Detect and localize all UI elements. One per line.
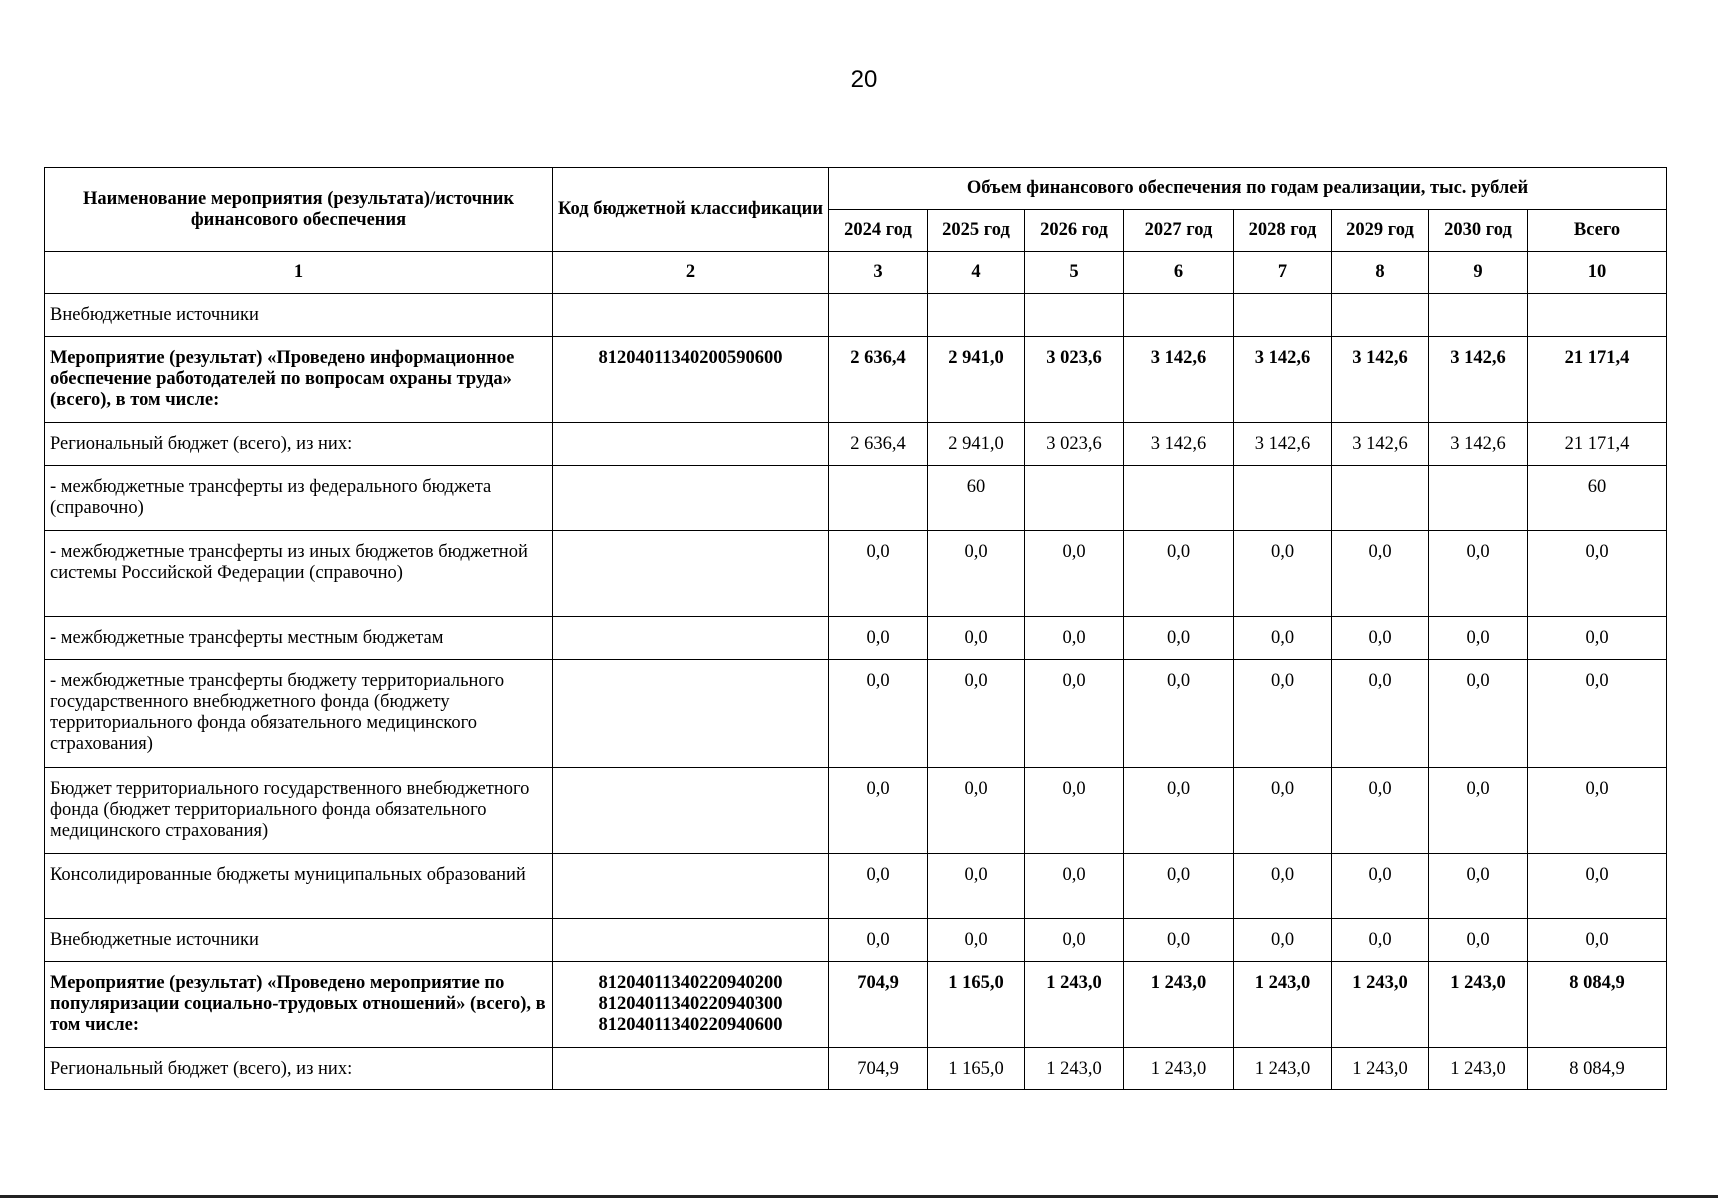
row-year-value-cell: 1 243,0 [1332,962,1429,1048]
row-year-value-cell: 0,0 [928,617,1025,660]
column-number: 10 [1528,252,1667,294]
table-row [45,294,1667,337]
row-total-cell [1528,294,1667,337]
row-year-value-cell [1025,466,1124,531]
row-year-value-cell: 0,0 [928,854,1025,919]
header-name-column: Наименование мероприятия (результата)/источник финансового обеспечения [45,168,553,252]
row-year-value-cell: 0,0 [1332,531,1429,617]
row-year-value-cell: 0,0 [928,660,1025,768]
row-year-value-cell: 0,0 [1234,768,1332,854]
table-row [45,617,1667,660]
header-year: 2029 год [1332,210,1429,252]
row-year-value-cell: 0,0 [829,768,928,854]
row-total-cell: 0,0 [1528,660,1667,768]
row-year-value-cell: 3 023,6 [1025,337,1124,423]
row-year-value-cell: 1 243,0 [1124,962,1234,1048]
table-row [45,854,1667,919]
row-year-value-cell: 1 243,0 [1332,1048,1429,1090]
row-year-value-cell: 0,0 [1332,617,1429,660]
row-year-value-cell: 3 142,6 [1124,423,1234,466]
row-name-cell: Внебюджетные источники [45,919,553,962]
row-year-value-cell: 3 142,6 [1234,423,1332,466]
row-code-cell [553,423,829,466]
header-year: 2027 год [1124,210,1234,252]
row-year-value-cell [1025,294,1124,337]
row-year-value-cell [1332,466,1429,531]
row-year-value-cell: 3 142,6 [1429,337,1528,423]
row-year-value-cell: 1 243,0 [1025,962,1124,1048]
budget-code: 81204011340200590600 [598,348,783,368]
row-year-value-cell: 2 636,4 [829,337,928,423]
row-year-value-cell: 0,0 [829,617,928,660]
table-row [45,962,1667,1048]
row-year-value-cell [928,294,1025,337]
row-year-value-cell: 0,0 [1025,531,1124,617]
column-number: 1 [45,252,553,294]
row-year-value-cell: 0,0 [1124,919,1234,962]
row-name-cell: Региональный бюджет (всего), из них: [45,1048,553,1090]
column-number: 7 [1234,252,1332,294]
row-year-value-cell: 0,0 [1234,854,1332,919]
row-year-value-cell: 3 142,6 [1124,337,1234,423]
header-year: 2030 год [1429,210,1528,252]
row-year-value-cell: 0,0 [1025,854,1124,919]
row-year-value-cell: 0,0 [1234,919,1332,962]
table-body [45,252,1667,1090]
row-code-cell [553,617,829,660]
row-code-cell [553,962,829,1048]
column-number: 6 [1124,252,1234,294]
row-year-value-cell: 704,9 [829,962,928,1048]
table-row [45,768,1667,854]
row-year-value-cell: 2 941,0 [928,423,1025,466]
row-year-value-cell: 0,0 [1124,660,1234,768]
row-name-cell: Мероприятие (результат) «Проведено мероприятие по популяризации социально-трудовых отношений» (всего), в том числе: [45,962,553,1048]
row-name-cell: Мероприятие (результат) «Проведено информационное обеспечение работодателей по вопросам охраны труда» (всего), в том числе: [45,337,553,423]
row-year-value-cell: 0,0 [1429,617,1528,660]
header-year: 2024 год [829,210,928,252]
row-year-value-cell: 1 243,0 [1234,962,1332,1048]
header-code-column: Код бюджетной классификации [553,168,829,252]
row-year-value-cell: 0,0 [829,919,928,962]
row-year-value-cell: 0,0 [1124,768,1234,854]
table-row [45,660,1667,768]
row-year-value-cell: 3 142,6 [1429,423,1528,466]
row-year-value-cell: 0,0 [829,531,928,617]
row-year-value-cell: 0,0 [1025,768,1124,854]
row-code-cell [553,919,829,962]
row-year-value-cell: 704,9 [829,1048,928,1090]
row-year-value-cell: 0,0 [928,919,1025,962]
row-code-cell [553,294,829,337]
row-year-value-cell: 1 243,0 [1429,962,1528,1048]
row-year-value-cell: 0,0 [928,531,1025,617]
row-total-cell: 21 171,4 [1528,337,1667,423]
row-code-cell [553,660,829,768]
row-code-cell [553,854,829,919]
row-name-cell: Региональный бюджет (всего), из них: [45,423,553,466]
table-header [45,168,1667,252]
row-year-value-cell: 0,0 [928,768,1025,854]
row-year-value-cell: 0,0 [1124,854,1234,919]
row-total-cell: 21 171,4 [1528,423,1667,466]
row-year-value-cell: 0,0 [1124,531,1234,617]
row-total-cell: 8 084,9 [1528,1048,1667,1090]
header-volume-title: Объем финансового обеспечения по годам реализации, тыс. рублей [829,168,1667,210]
row-name-cell: Консолидированные бюджеты муниципальных образований [45,854,553,919]
table-row [45,1048,1667,1090]
row-year-value-cell: 1 243,0 [1234,1048,1332,1090]
row-total-cell: 60 [1528,466,1667,531]
row-year-value-cell: 1 165,0 [928,1048,1025,1090]
row-year-value-cell: 1 165,0 [928,962,1025,1048]
table-row [45,466,1667,531]
row-year-value-cell: 0,0 [1025,660,1124,768]
row-year-value-cell: 0,0 [1234,660,1332,768]
row-year-value-cell: 1 243,0 [1124,1048,1234,1090]
row-year-value-cell [1429,466,1528,531]
row-year-value-cell [1234,466,1332,531]
row-year-value-cell: 0,0 [1332,660,1429,768]
row-total-cell: 0,0 [1528,768,1667,854]
row-year-value-cell: 0,0 [1332,768,1429,854]
row-total-cell: 0,0 [1528,919,1667,962]
row-year-value-cell: 0,0 [1332,919,1429,962]
row-year-value-cell: 0,0 [1429,919,1528,962]
row-code-cell [553,466,829,531]
row-year-value-cell: 1 243,0 [1429,1048,1528,1090]
budget-code: 81204011340220940300 [598,994,783,1014]
row-year-value-cell: 0,0 [1429,531,1528,617]
row-year-value-cell: 0,0 [1025,617,1124,660]
row-year-value-cell: 0,0 [829,660,928,768]
page-number: 20 [850,66,878,93]
row-total-cell: 0,0 [1528,531,1667,617]
row-year-value-cell [1332,294,1429,337]
row-name-cell: - межбюджетные трансферты местным бюджетам [45,617,553,660]
column-number: 9 [1429,252,1528,294]
header-total: Всего [1528,210,1667,252]
row-year-value-cell [1124,294,1234,337]
column-number: 4 [928,252,1025,294]
row-year-value-cell: 0,0 [1429,854,1528,919]
row-year-value-cell: 2 636,4 [829,423,928,466]
row-year-value-cell [1429,294,1528,337]
header-year: 2025 год [928,210,1025,252]
row-code-cell [553,531,829,617]
row-year-value-cell [829,294,928,337]
row-year-value-cell: 2 941,0 [928,337,1025,423]
header-year: 2028 год [1234,210,1332,252]
row-year-value-cell: 60 [928,466,1025,531]
row-code-cell [553,768,829,854]
budget-code: 81204011340220940600 [598,1015,783,1035]
row-year-value-cell: 3 142,6 [1332,337,1429,423]
row-name-cell: - межбюджетные трансферты из иных бюджетов бюджетной системы Российской Федерации (справочно) [45,531,553,617]
row-year-value-cell [829,466,928,531]
row-code-cell [553,337,829,423]
table-row [45,337,1667,423]
row-total-cell: 0,0 [1528,854,1667,919]
row-total-cell: 0,0 [1528,617,1667,660]
header-year: 2026 год [1025,210,1124,252]
row-year-value-cell: 3 142,6 [1234,337,1332,423]
financing-table [44,167,1667,1090]
column-number: 3 [829,252,928,294]
row-year-value-cell: 0,0 [1025,919,1124,962]
row-name-cell: - межбюджетные трансферты из федерального бюджета (справочно) [45,466,553,531]
row-year-value-cell: 1 243,0 [1025,1048,1124,1090]
budget-code: 81204011340220940200 [598,973,783,993]
table-row [45,423,1667,466]
row-year-value-cell: 3 023,6 [1025,423,1124,466]
row-year-value-cell: 0,0 [1332,854,1429,919]
row-year-value-cell [1124,466,1234,531]
row-year-value-cell: 0,0 [1429,768,1528,854]
row-code-cell [553,1048,829,1090]
row-year-value-cell: 0,0 [1429,660,1528,768]
row-year-value-cell: 3 142,6 [1332,423,1429,466]
row-name-cell: Бюджет территориального государственного внебюджетного фонда (бюджет территориального фонда обязательного медицинского страхования) [45,768,553,854]
column-number: 8 [1332,252,1429,294]
column-number: 2 [553,252,829,294]
column-numbers-row [45,252,1667,294]
table-row [45,531,1667,617]
row-name-cell: - межбюджетные трансферты бюджету территориального государственного внебюджетного фонда (бюджету территориального фонда обязательного медицинского страхования) [45,660,553,768]
column-number: 5 [1025,252,1124,294]
row-total-cell: 8 084,9 [1528,962,1667,1048]
row-name-cell: Внебюджетные источники [45,294,553,337]
row-year-value-cell: 0,0 [829,854,928,919]
row-year-value-cell: 0,0 [1234,617,1332,660]
row-year-value-cell [1234,294,1332,337]
scan-edge-line [0,1195,1718,1198]
row-year-value-cell: 0,0 [1124,617,1234,660]
table-row [45,919,1667,962]
row-year-value-cell: 0,0 [1234,531,1332,617]
